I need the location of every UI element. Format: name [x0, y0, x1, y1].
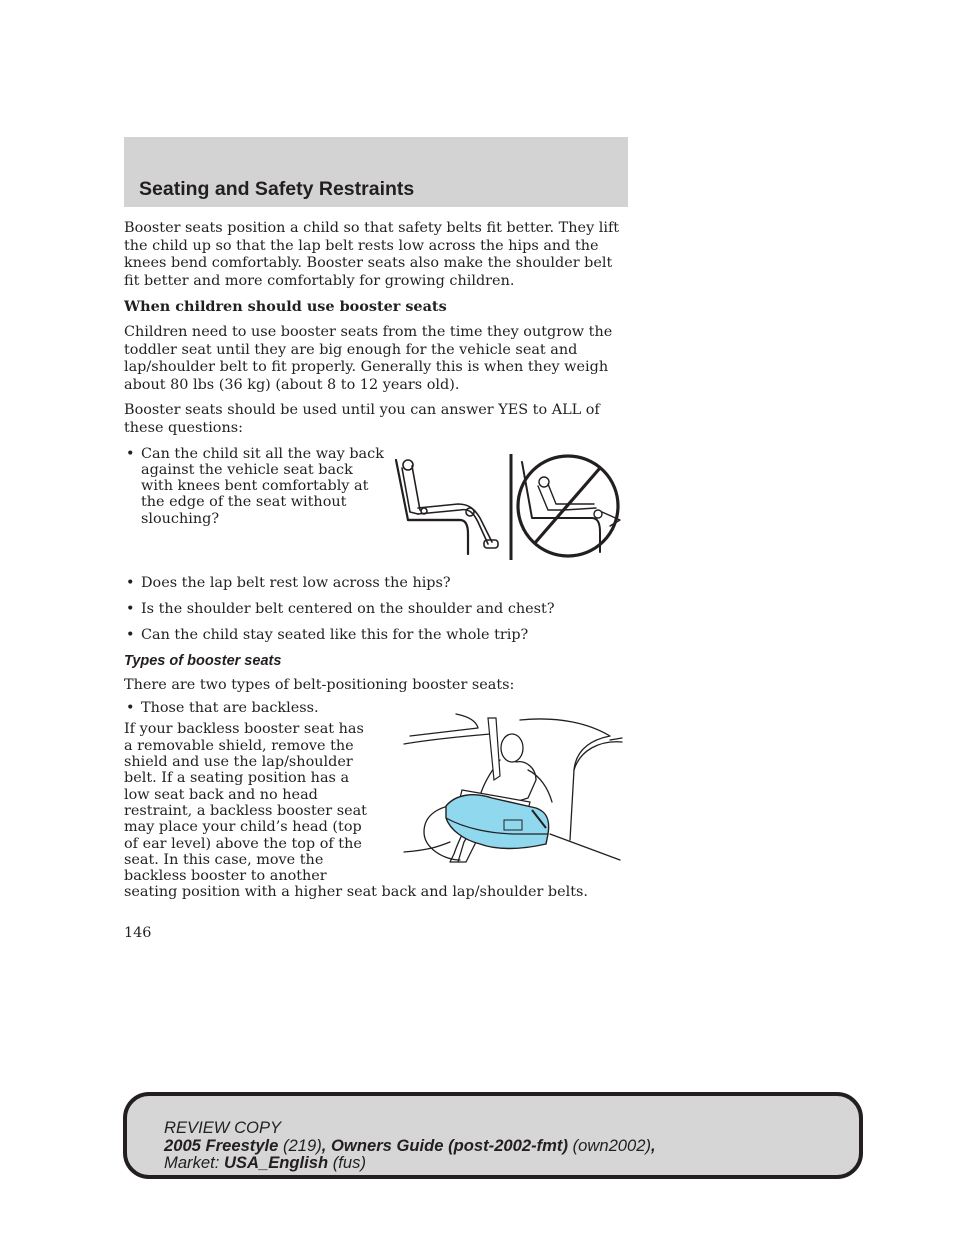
bullet-dot: •	[126, 626, 135, 643]
review-copy-footer	[123, 1092, 863, 1179]
footer-market-code: (fus)	[332, 1153, 366, 1172]
bullet-dot: •	[126, 600, 135, 617]
until-paragraph: Booster seats should be used until you can answer YES to ALL of these questions:	[124, 402, 600, 436]
bullet-dot: •	[126, 575, 135, 592]
question-text: Does the lap belt rest low across the hips?	[141, 575, 451, 592]
when-paragraph: Children need to use booster seats from the time they outgrow the toddler seat until they are big enough for the vehicle seat and lap/shoulder belt to fit properly. Generally this is when they weigh about 80 lbs (36 kg) (about 8 to 12 years old).	[124, 323, 613, 393]
footer-model: 2005 Freestyle	[164, 1135, 279, 1155]
shoulder-belt	[488, 718, 500, 780]
types-heading: Types of booster seats	[124, 652, 282, 669]
section-title: Seating and Safety Restraints	[139, 178, 415, 200]
footer-separator: ,	[651, 1135, 656, 1155]
bullet-dot: •	[126, 445, 135, 462]
type-detail: If your backless booster seat has a removable shield, remove the shield and use the lap/shoulder belt. If a seating position has a low seat back and no head restraint, a backless booster seat may place your child’s head (top of ear level) above the top of the seat. In this case, move the backless booster to another	[124, 721, 367, 885]
question-text: Can the child sit all the way back against the vehicle seat back with knees bent comfortably at the edge of the seat without slouching?	[141, 445, 384, 527]
footer-separator: ,	[321, 1135, 332, 1155]
footer-market-line	[164, 1154, 656, 1172]
review-label: REVIEW COPY	[164, 1118, 282, 1137]
when-heading: When children should use booster seats	[124, 298, 447, 316]
question-text: Can the child stay seated like this for the whole trip?	[141, 626, 529, 643]
question-item	[124, 601, 628, 619]
prohibition-slash	[534, 468, 600, 544]
question-text: Is the shoulder belt centered on the shoulder and chest?	[141, 600, 555, 617]
footer-document-line	[164, 1137, 656, 1155]
question-item	[124, 627, 628, 645]
question-item	[124, 446, 387, 527]
intro-paragraph: Booster seats position a child so that safety belts fit better. They lift the child up so that the lap belt rests low across the hips and the knees bend comfortably. Booster seats also make the shoulder belt fit better and more comfortably for growing children.	[124, 220, 620, 289]
type-detail-continued: seating position with a higher seat back and lap/shoulder belts.	[124, 884, 588, 901]
types-intro: There are two types of belt-positioning booster seats:	[124, 677, 515, 694]
page-number: 146	[124, 925, 152, 941]
footer-guide-code: (own2002)	[572, 1135, 652, 1155]
question-item	[124, 575, 628, 593]
type-label: Those that are backless.	[141, 699, 319, 716]
seating-posture-illustration	[388, 448, 626, 566]
backless-booster-illustration	[400, 710, 626, 872]
footer-market-label: Market:	[164, 1153, 220, 1172]
booster-seat	[446, 795, 549, 849]
footer-model-code: (219)	[283, 1135, 322, 1155]
footer-guide: Owners Guide (post-2002-fmt)	[331, 1135, 568, 1155]
bullet-dot: •	[126, 699, 135, 716]
footer-text	[164, 1119, 656, 1172]
footer-market: USA_English	[223, 1153, 329, 1172]
section-header-band	[124, 137, 628, 207]
